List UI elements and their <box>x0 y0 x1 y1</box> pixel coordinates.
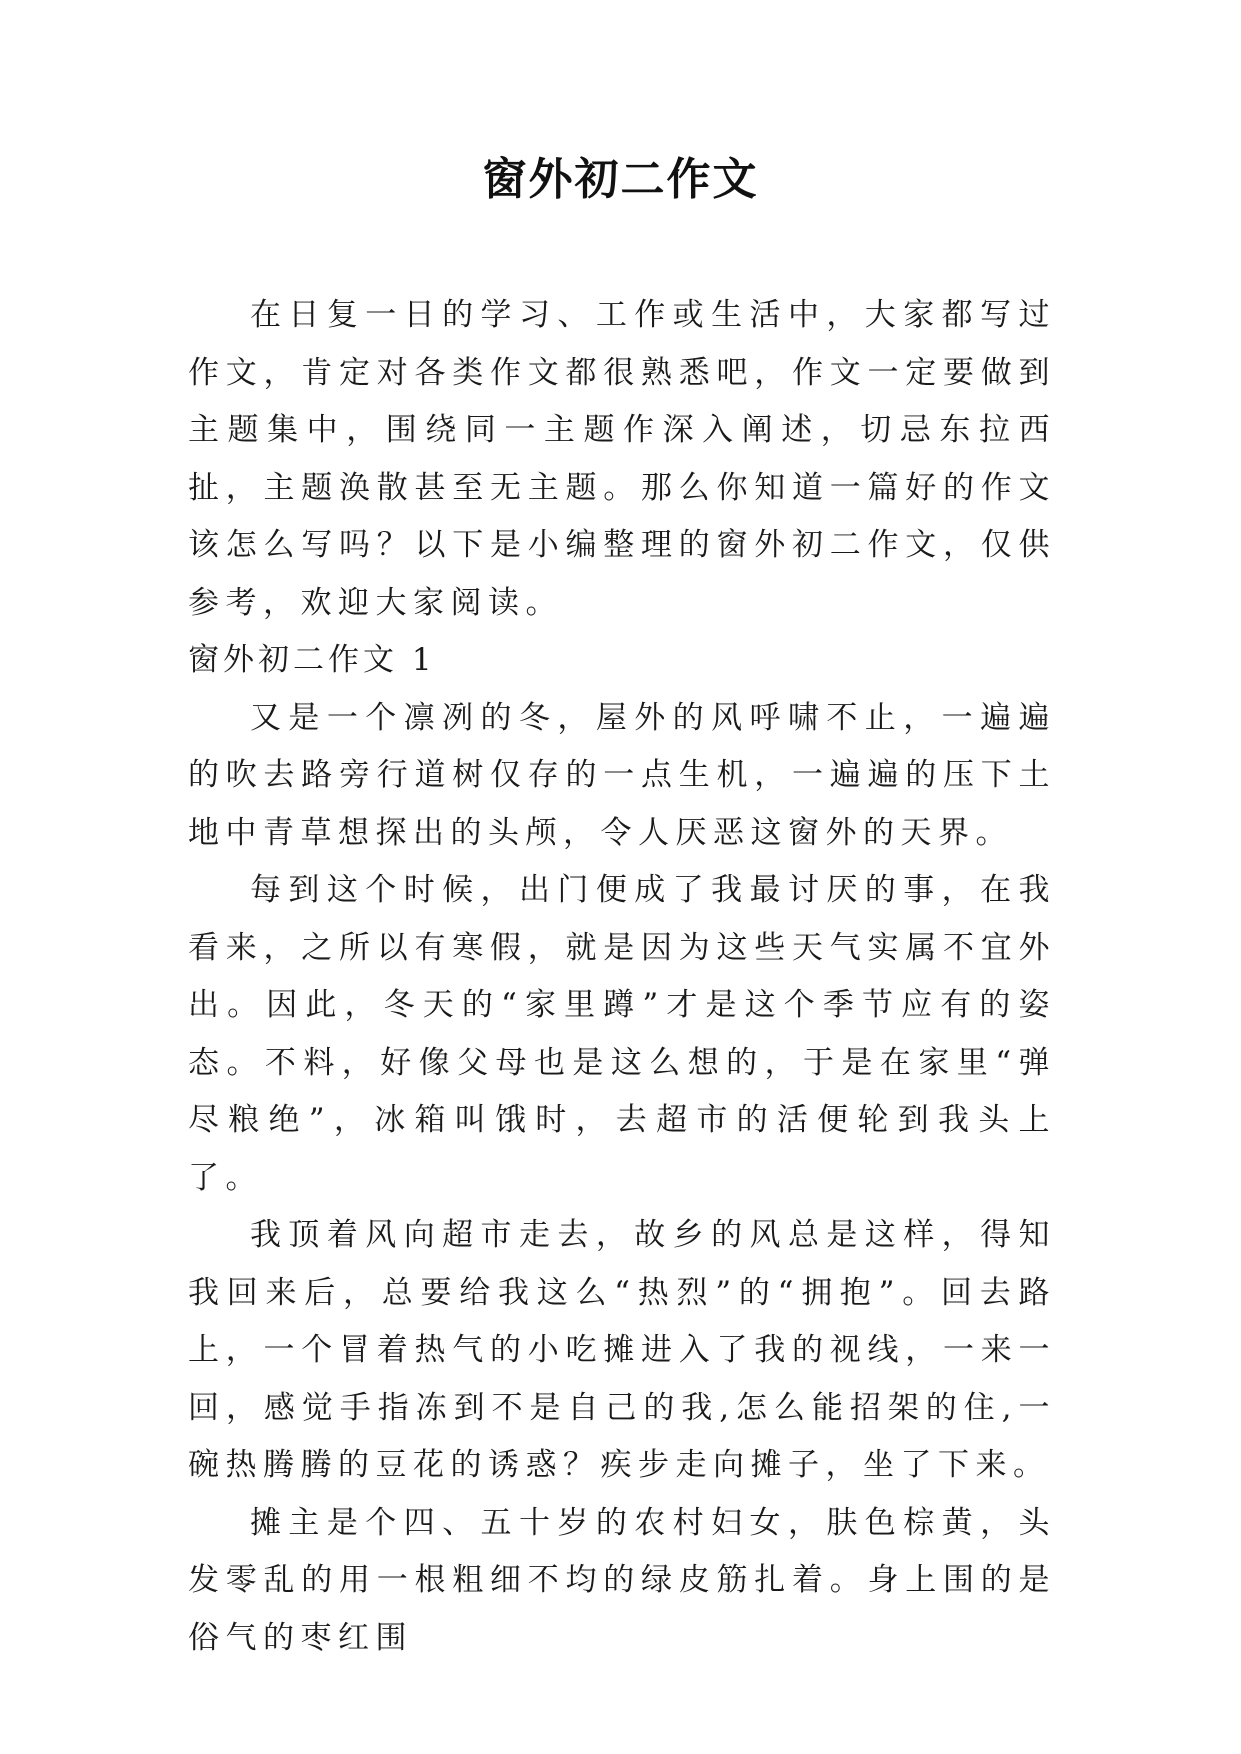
essay-paragraph: 摊主是个四、五十岁的农村妇女，肤色棕黄，头发零乱的用一根粗细不均的绿皮筋扎着。身上围的是俗气的枣红围 <box>188 1504 1056 1656</box>
essay-paragraph: 又是一个凛冽的冬，屋外的风呼啸不止，一遍遍的吹去路旁行道树仅存的一点生机，一遍遍的压下土地中青草想探出的头颅，令人厌恶这窗外的天界。 <box>188 699 1056 851</box>
essay-paragraph: 我顶着风向超市走去，故乡的风总是这样，得知我回来后，总要给我这么“热烈”的“拥抱”。回去路上，一个冒着热气的小吃摊进入了我的视线，一来一回，感觉手指冻到不是自己的我,怎么能招架的住,一碗热腾腾的豆花的诱惑？疾步走向摊子，坐了下来。 <box>188 1217 1056 1483</box>
document-title: 窗外初二作文 <box>482 154 759 205</box>
intro-paragraph: 在日复一日的学习、工作或生活中，大家都写过作文，肯定对各类作文都很熟悉吧，作文一定要做到主题集中，围绕同一主题作深入阐述，切忌东拉西扯，主题涣散甚至无主题。那么你知道一篇好的作文该怎么写吗？以下是小编整理的窗外初二作文，仅供参考，欢迎大家阅读。 <box>188 297 1056 621</box>
intro-section <box>188 287 1056 632</box>
essay-section-1 <box>188 632 1056 1667</box>
essay-paragraph: 每到这个时候，出门便成了我最讨厌的事，在我看来，之所以有寒假，就是因为这些天气实属不宜外出。因此，冬天的“家里蹲”才是这个季节应有的姿态。不料，好像父母也是这么想的，于是在家里“弹尽粮绝”，冰箱叫饿时，去超市的活便轮到我头上了。 <box>188 872 1056 1196</box>
essay-heading: 窗外初二作文 1 <box>188 642 436 678</box>
